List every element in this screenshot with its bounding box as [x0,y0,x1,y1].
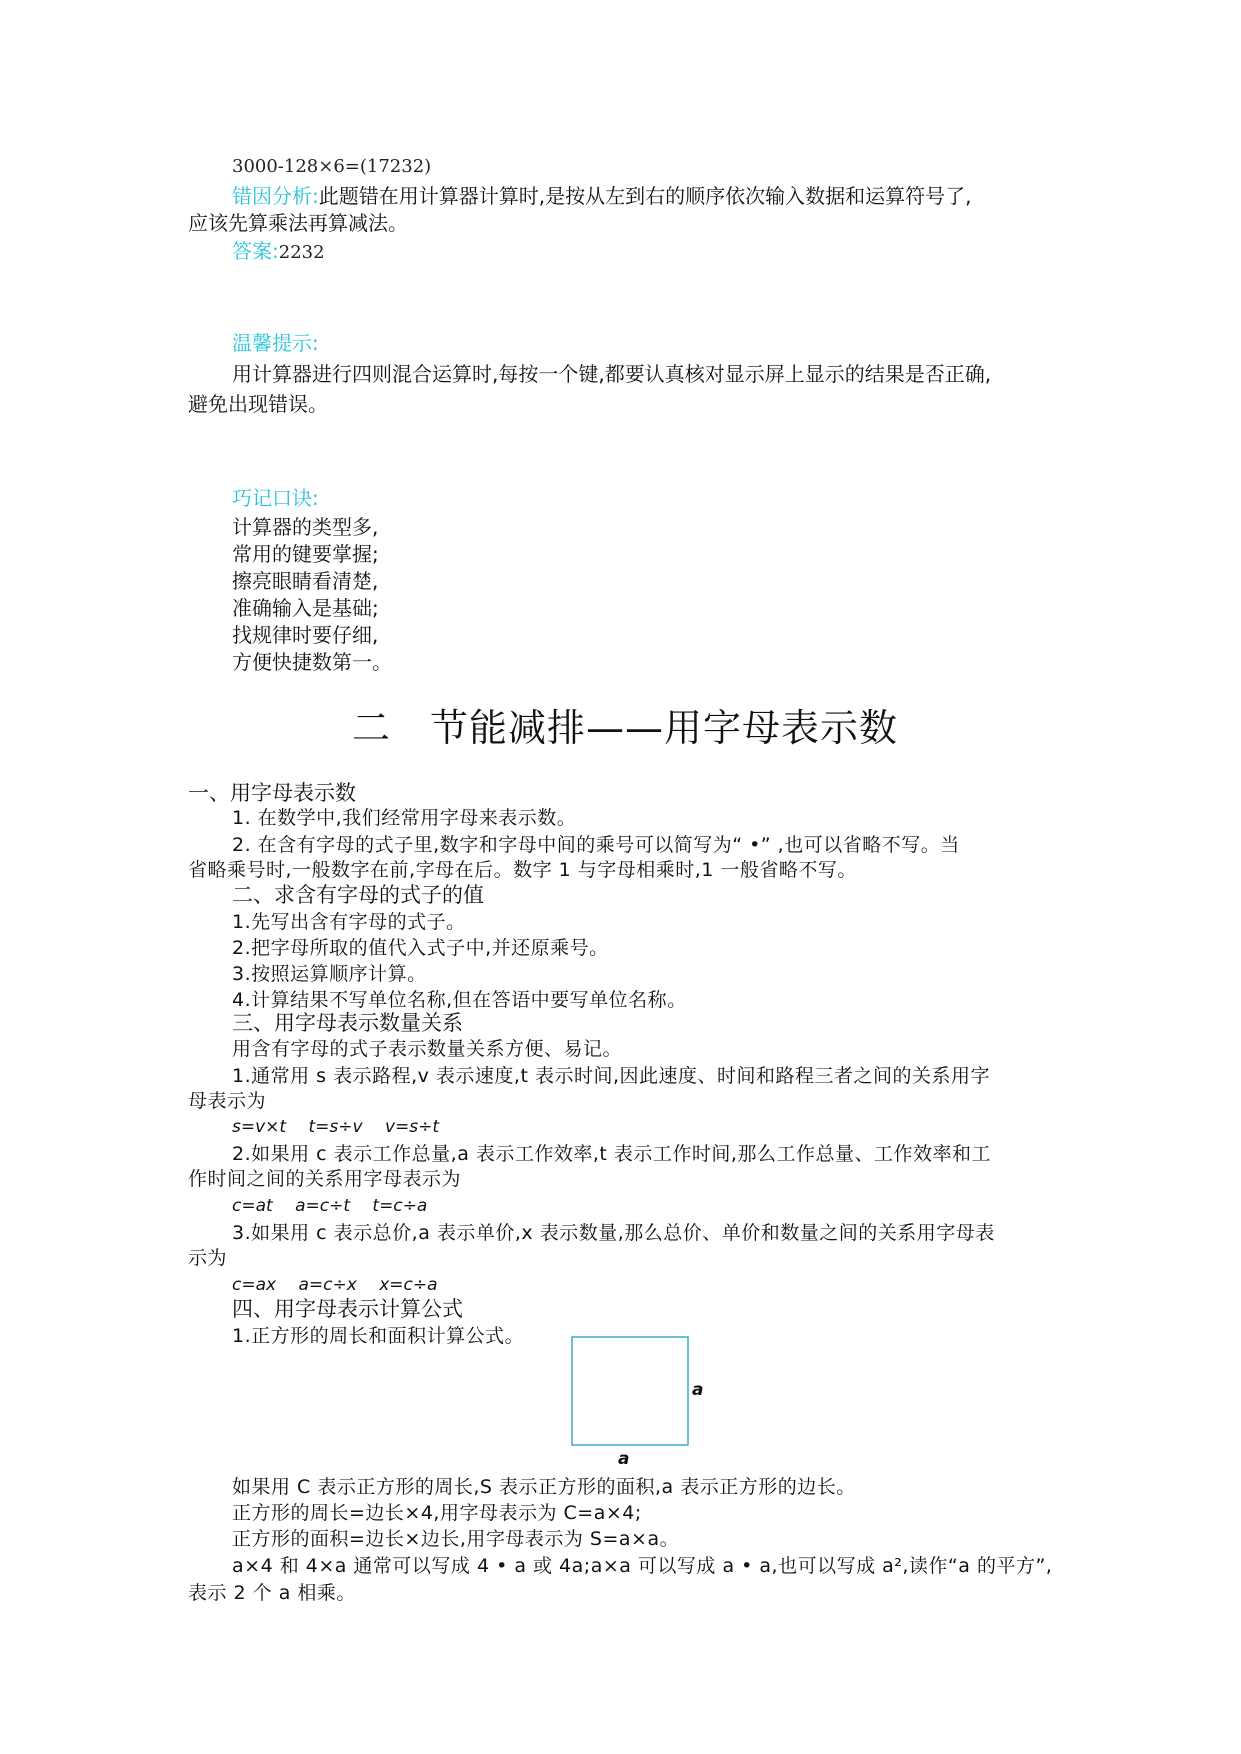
tip-label: 温馨提示: [232,331,319,355]
answer-label: 答案: [232,239,279,263]
section-4-para-3: 正方形的周长=边长×4,用字母表示为 C=a×4; [232,1502,642,1524]
section-1-para-2a: 2. 在含有字母的式子里,数字和字母中间的乘号可以简写为“ •” ,也可以省略不写。当 [232,834,960,856]
chapter-title: 二 节能减排——用字母表示数 [352,706,899,750]
section-2-item: 2.把字母所取的值代入式子中,并还原乘号。 [232,937,609,959]
error-analysis-text: 此题错在用计算器计算时,是按从左到右的顺序依次输入数据和运算符号了, [318,184,972,208]
answer-value: 2232 [278,242,325,263]
mnemonic-line: 擦亮眼睛看清楚, [232,569,379,593]
formula-distance: s=v×t t=s÷v v=s÷t [232,1117,440,1137]
section-2-title: 二、求含有字母的式子的值 [232,883,484,907]
answer-line [232,238,325,266]
section-3-title: 三、用字母表示数量关系 [232,1011,463,1035]
mnemonic-line: 常用的键要掌握; [232,542,379,566]
section-4-para-5a: a×4 和 4×a 通常可以写成 4 • a 或 4a;a×a 可以写成 a • a,也可以写成 a²,读作“a 的平方”, [232,1555,1053,1577]
section-3-para-3b: 示为 [188,1247,228,1269]
tip-line-2: 避免出现错误。 [188,392,328,416]
error-analysis-line-1 [232,183,971,209]
mnemonic-line: 找规律时要仔细, [232,623,379,647]
section-3-para-2b: 作时间之间的关系用字母表示为 [188,1168,462,1190]
section-4-para-5b: 表示 2 个 a 相乘。 [188,1582,356,1604]
section-4-para-1: 1.正方形的周长和面积计算公式。 [232,1325,525,1347]
square-bottom-label: a [618,1449,630,1469]
error-equation: 3000-128×6=(17232) [232,156,432,177]
section-1-title: 一、用字母表示数 [188,781,356,805]
mnemonic-line: 方便快捷数第一。 [232,650,392,674]
error-analysis-label: 错因分析: [232,184,319,208]
square-shape [572,1337,688,1445]
tip-line-1: 用计算器进行四则混合运算时,每按一个键,都要认真核对显示屏上显示的结果是否正确, [232,362,992,386]
section-4-para-4: 正方形的面积=边长×边长,用字母表示为 S=a×a。 [232,1528,680,1550]
section-3-para-1a: 1.通常用 s 表示路程,v 表示速度,t 表示时间,因此速度、时间和路程三者之间的关系用字 [232,1065,990,1087]
section-1-para-1: 1. 在数学中,我们经常用字母来表示数。 [232,807,577,829]
square-figure [570,1335,710,1460]
section-3-intro: 用含有字母的式子表示数量关系方便、易记。 [232,1038,623,1060]
square-side-label: a [692,1380,704,1400]
error-analysis-line-2: 应该先算乘法再算减法。 [188,211,408,235]
section-4-para-2: 如果用 C 表示正方形的周长,S 表示正方形的面积,a 表示正方形的边长。 [232,1476,856,1498]
mnemonic-line: 计算器的类型多, [232,515,379,539]
section-2-item: 4.计算结果不写单位名称,但在答语中要写单位名称。 [232,989,687,1011]
section-1-para-2b: 省略乘号时,一般数字在前,字母在后。数字 1 与字母相乘时,1 一般省略不写。 [188,859,857,881]
section-2-item: 1.先写出含有字母的式子。 [232,911,466,933]
section-4-title: 四、用字母表示计算公式 [232,1297,463,1321]
section-3-para-2a: 2.如果用 c 表示工作总量,a 表示工作效率,t 表示工作时间,那么工作总量、工作效率和工 [232,1143,991,1165]
section-3-para-3a: 3.如果用 c 表示总价,a 表示单价,x 表示数量,那么总价、单价和数量之间的关系用字母表 [232,1222,995,1244]
mnemonic-label: 巧记口诀: [232,486,319,510]
formula-price: c=ax a=c÷x x=c÷a [232,1275,438,1295]
formula-work: c=at a=c÷t t=c÷a [232,1196,428,1216]
section-2-item: 3.按照运算顺序计算。 [232,963,427,985]
section-3-para-1b: 母表示为 [188,1090,267,1112]
mnemonic-line: 准确输入是基础; [232,596,379,620]
